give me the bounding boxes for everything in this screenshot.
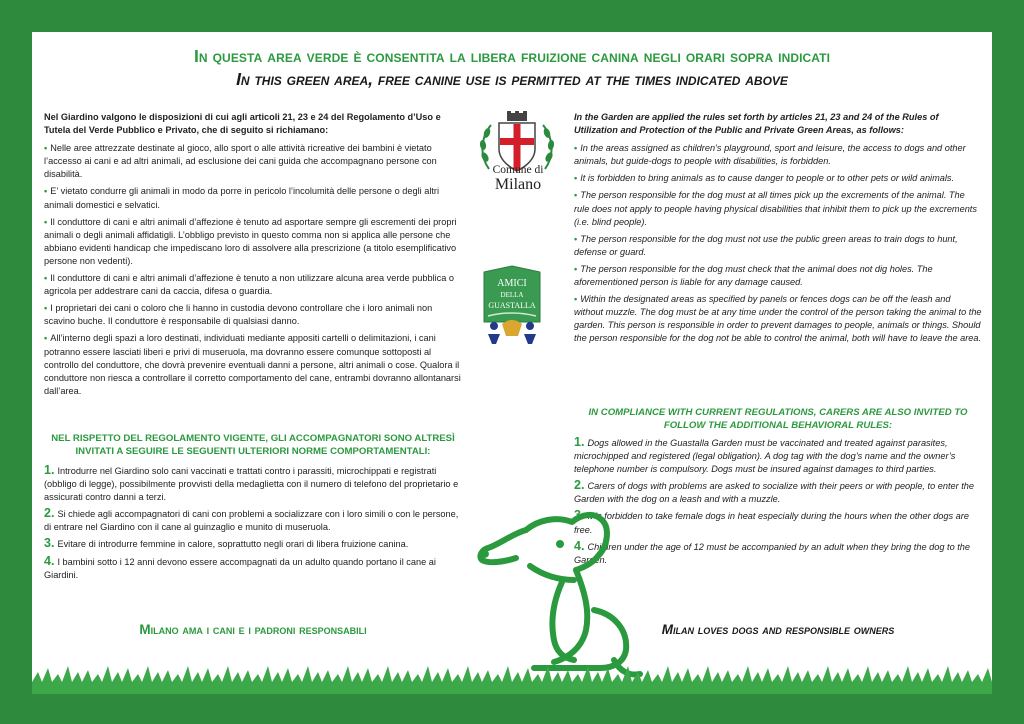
bullet-icon: • [574, 263, 578, 274]
italian-subheading: NEL RISPETTO DEL REGOLAMENTO VIGENTE, GLI ACCOMPAGNATORI SONO ALTRESÌ INVITATI A SEGUIRE LE SEGUENTI ULTERIORI NORME COMPORTAMENTALI: [51, 433, 455, 457]
english-footer-slogan: Milan loves dogs and responsible owners [661, 622, 895, 637]
italian-footer-slogan: Milano ama i cani e i padroni responsabili [139, 622, 367, 637]
bullet-icon: • [44, 186, 48, 197]
bullet-icon: • [574, 294, 578, 305]
english-rules-list [574, 142, 982, 345]
italian-rule-text: Il conduttore di cani e altri animali d’affezione è tenuto ad asportare sempre gli escrementi dei propri animali o degli animali affidatigli. L’obbligo previsto in questo comma non si applica alle persone che abbiano evidenti handicap che impediscano loro di assolvere alla prescrizione (a titolo esemplificativo persone non vedenti). [44, 216, 457, 266]
english-rule-item [574, 172, 982, 185]
bullet-icon: • [574, 190, 578, 201]
english-item-text: Carers of dogs with problems are asked to socialize with their peers or with people, to enter the Garden with the dog on a leash and with a muzzle. [574, 481, 975, 505]
italian-rule-text: Nelle aree attrezzate destinate al gioco, allo sport o alle attività ricreative dei bambini è vietato l’accesso ai cani e ad altri animali, ad esclusione dei cani guida che accompagnano persone con disabilità. [44, 143, 437, 180]
italian-numbered-list [44, 464, 462, 585]
bullet-icon: • [44, 333, 48, 344]
italian-item-text: Si chiede agli accompagnatori di cani con problemi a socializzare con i loro simili o con le persone, di entrare nel Giardino con il cane al guinzaglio e munito di museruola. [44, 509, 459, 533]
english-rule-text: It is forbidden to bring animals as to cause danger to people or to other pets or wild animals. [580, 173, 955, 184]
english-numbered-item [574, 436, 982, 476]
italian-numbered-item [44, 537, 462, 551]
italian-numbered-item [44, 555, 462, 582]
title-english: In this green area, free canine use is permitted at the times indicated above [236, 69, 788, 89]
english-rule-text: Within the designated areas as specified by panels or fences dogs can be off the leash and without muzzle. The dog must be at any time under the control of the person taking the animal to the garden. This person is responsible in order to prevent damages to people, animals or things. Should the person responsible for the dog not be able to control the animal, both will have to leave the area. [574, 294, 982, 344]
english-rule-text: The person responsible for the dog must check that the animal does not dig holes. The aforementioned person is liable for any damage caused. [574, 263, 933, 288]
bullet-icon: • [574, 173, 578, 184]
english-rule-item [574, 293, 982, 345]
italian-rule-text: Il conduttore di cani e altri animali d’affezione è tenuto a non utilizzare alcuna area verde pubblica o agricola per addestrare cani da caccia, difesa o guardia. [44, 273, 455, 297]
english-rule-item [574, 233, 982, 259]
italian-rule-text: I proprietari dei cani o coloro che li hanno in custodia devono controllare che i loro animali non scavino buche. Il conduttore è responsabile di qualsiasi danno. [44, 303, 433, 327]
italian-rule-text: E’ vietato condurre gli animali in modo da porre in pericolo l’incolumità delle persone o degli altri animali domestici e selvatici. [44, 186, 440, 210]
assoc-text-della: DELLA [500, 291, 524, 299]
english-item-number: 4. [574, 538, 585, 553]
italian-rules-list [44, 142, 462, 398]
italian-numbered-item [44, 464, 462, 504]
title-italian: In questa area verde è consentita la libera fruizione canina negli orari sopra indicati [193, 46, 831, 66]
italian-rule-item [44, 216, 462, 268]
italian-rules-column [44, 111, 462, 402]
italian-numbered-item [44, 507, 462, 534]
bullet-icon: • [44, 216, 48, 227]
bullet-icon: • [574, 143, 578, 154]
bullet-icon: • [44, 303, 48, 314]
italian-rule-item [44, 185, 462, 211]
grass-border-decoration [32, 660, 992, 694]
amici-guastalla-logo [480, 264, 544, 348]
milano-label: Milano [494, 176, 542, 193]
italian-rule-item [44, 302, 462, 328]
italian-rule-item [44, 142, 462, 181]
english-item-number: 2. [574, 478, 585, 493]
italian-rule-text: All’interno degli spazi a loro destinati, individuati mediante appositi cartelli o delimitazioni, i cani potranno essere lasciati liberi e privi di museruola, ma dovranno essere comunque sottoposti al controllo del conduttore, che dovrà prevenire eventuali danni a persone, altri animali o cose. Qualora il conduttore non riesca a controllare il corretto comportamento del cane, entrambi dovranno allontanarsi dall’area. [44, 333, 461, 396]
bullet-icon: • [44, 143, 48, 154]
italian-item-text: Evitare di introdurre femmine in calore, soprattutto negli orari di libera fruizione canina. [57, 539, 409, 550]
italian-item-text: Introdurre nel Giardino solo cani vaccinati e trattati contro i parassiti, microchippati e registrati (obbligo di legge), possibilmente provvisti della medaglietta con il numero di telefono del proprietario e assicurati contro danni a terzi. [44, 466, 459, 503]
english-item-number: 3. [574, 508, 585, 523]
english-rules-column [574, 111, 982, 350]
italian-item-number: 4. [44, 553, 55, 568]
italian-rule-item [44, 332, 462, 397]
italian-item-number: 1. [44, 463, 55, 477]
notice-sheet [32, 32, 992, 694]
assoc-text-guastalla: GUASTALLA [488, 301, 536, 310]
assoc-text-amici: AMICI [497, 278, 527, 289]
english-intro: In the Garden are applied the rules set forth by articles 21, 23 and 24 of the Rules of Utilization and Protection of the Public and Private Green Areas, as follows: [574, 112, 939, 136]
english-rule-item [574, 189, 982, 228]
english-rule-text: In the areas assigned as children’s playground, sport and leisure, the access to dogs and other animals, but guide-dogs to people with disabilities, is forbidden. [574, 143, 966, 167]
italian-item-number: 2. [44, 506, 55, 521]
italian-item-number: 3. [44, 536, 55, 551]
english-item-text: It is forbidden to take female dogs in heat especially during the hours when the other dogs are free. [574, 511, 969, 535]
english-item-text: Dogs allowed in the Guastalla Garden must be vaccinated and treated against parasites, microchipped and registered (legal obligation). A dog tag with the dog’s name and the owner’s telephone number is compulsory. Dogs must be insured against damages to third parties. [574, 438, 956, 475]
comune-label: Comune di [492, 164, 544, 176]
english-rule-text: The person responsible for the dog must not use the public green areas to train dogs to hunt, defense or guard. [574, 233, 958, 257]
bullet-icon: • [574, 233, 578, 244]
english-rule-item [574, 263, 982, 289]
english-subheading: IN COMPLIANCE WITH CURRENT REGULATIONS, CARERS ARE ALSO INVITED TO FOLLOW THE ADDITIONAL BEHAVIORAL RULES: [588, 407, 968, 431]
english-rule-item [574, 142, 982, 168]
bullet-icon: • [44, 273, 48, 284]
italian-intro: Nel Giardino valgono le disposizioni di cui agli articoli 21, 23 e 24 del Regolamento d’Uso e Tutela del Verde Pubblico e Privato, che di seguito si richiamano: [44, 112, 441, 136]
english-rule-text: The person responsible for the dog must at all times pick up the excrements of the animal. The rule does not apply to people having physical disabilities that inhibit them to pick up the excrements (i.e. blind people). [574, 190, 977, 227]
english-item-text: Children under the age of 12 must be accompanied by an adult when they bring the dog to the Garden. [574, 541, 970, 565]
italian-rule-item [44, 272, 462, 298]
italian-item-text: I bambini sotto i 12 anni devono essere accompagnati da un adulto quando portano il cane ai Giardini. [44, 556, 436, 580]
english-item-number: 1. [574, 435, 585, 449]
